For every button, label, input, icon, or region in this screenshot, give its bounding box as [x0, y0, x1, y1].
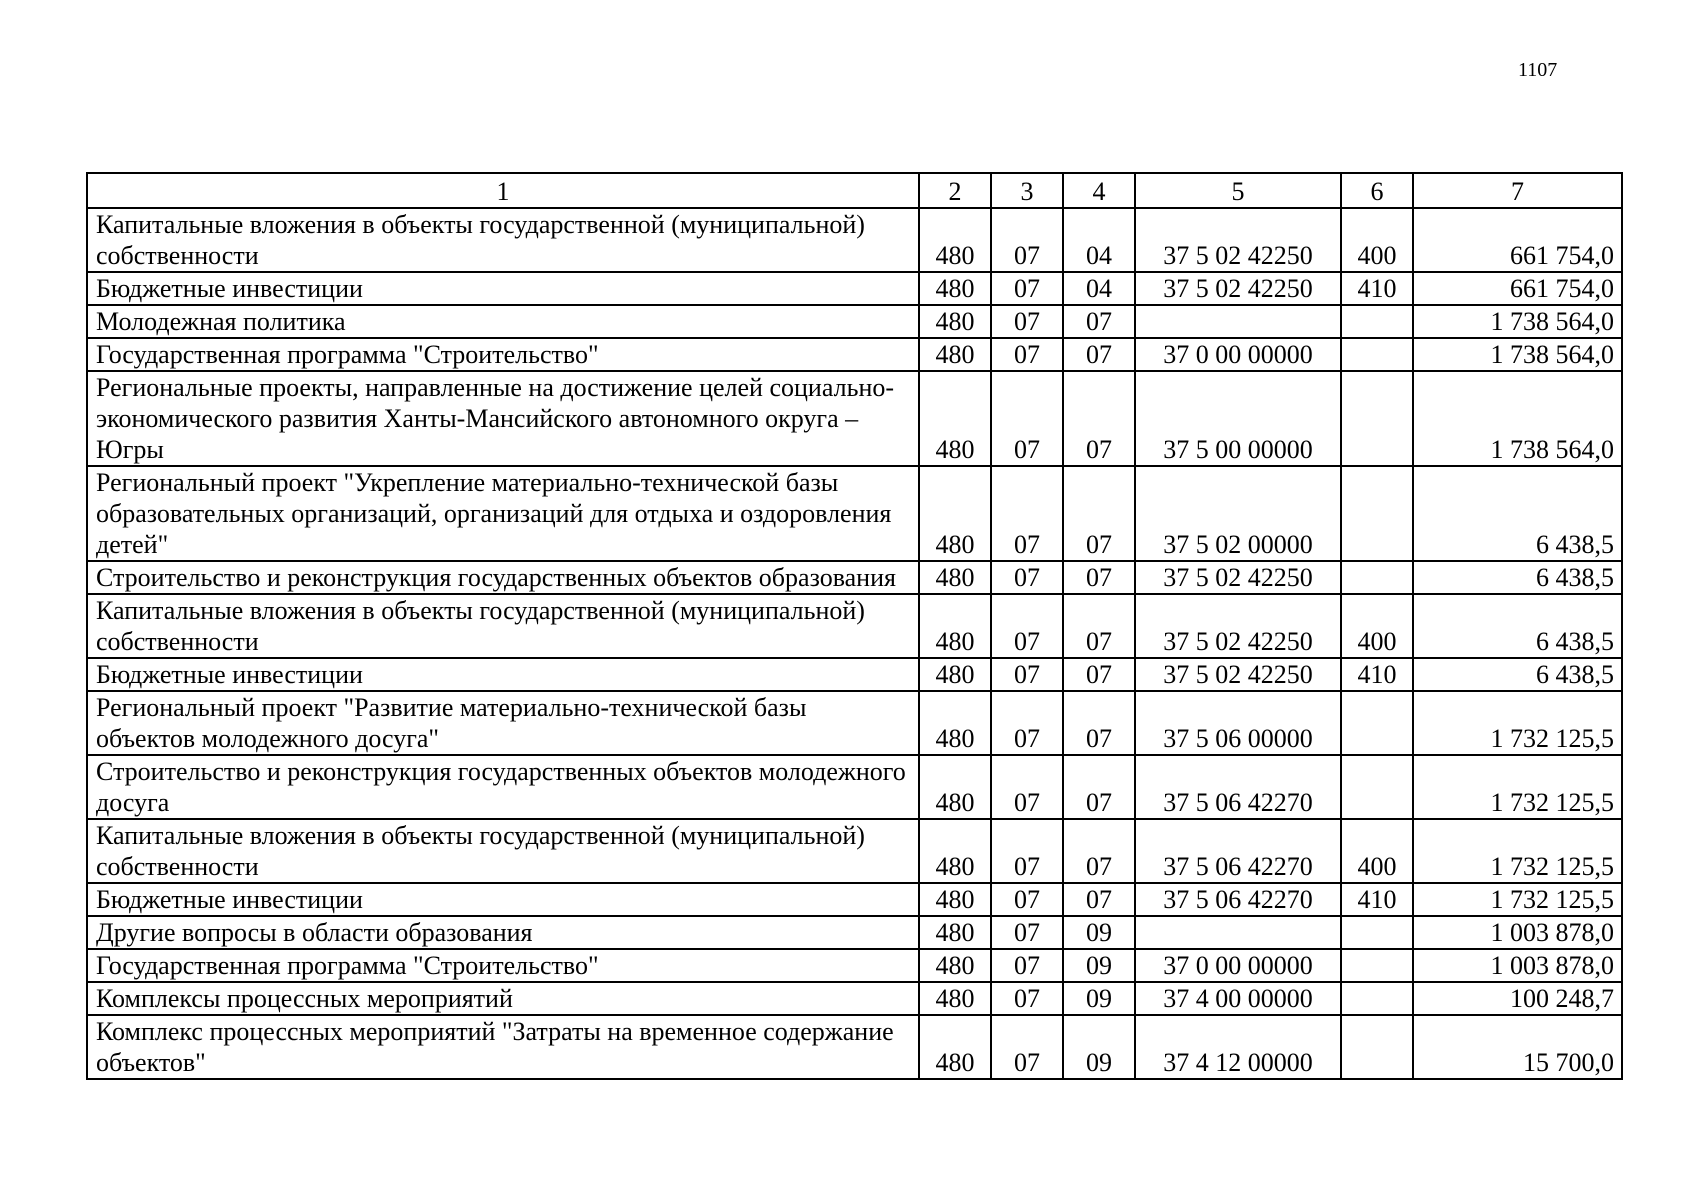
header-cell-2: 2 [919, 173, 991, 208]
subsection-cell: 07 [1063, 594, 1135, 658]
row-name-cell: Бюджетные инвестиции [87, 658, 919, 691]
subsection-cell: 09 [1063, 949, 1135, 982]
expense-type-cell: 400 [1341, 594, 1413, 658]
subsection-cell: 07 [1063, 819, 1135, 883]
subsection-cell: 04 [1063, 208, 1135, 272]
subsection-cell: 07 [1063, 658, 1135, 691]
row-name-cell: Комплекс процессных мероприятий "Затраты на временное содержание объектов" [87, 1015, 919, 1079]
row-name-cell: Государственная программа "Строительство" [87, 338, 919, 371]
target-item-cell: 37 5 02 42250 [1135, 208, 1341, 272]
section-cell: 07 [991, 208, 1063, 272]
table-row [87, 371, 1622, 466]
expense-type-cell: 400 [1341, 819, 1413, 883]
amount-cell: 6 438,5 [1413, 561, 1622, 594]
admin-code-cell: 480 [919, 466, 991, 561]
subsection-cell: 07 [1063, 755, 1135, 819]
row-name-cell: Молодежная политика [87, 305, 919, 338]
header-cell-7: 7 [1413, 173, 1622, 208]
table-row [87, 916, 1622, 949]
target-item-cell [1135, 916, 1341, 949]
subsection-cell: 07 [1063, 305, 1135, 338]
subsection-cell: 07 [1063, 883, 1135, 916]
table-row [87, 658, 1622, 691]
expense-type-cell: 400 [1341, 208, 1413, 272]
table-row [87, 1015, 1622, 1079]
amount-cell: 1 003 878,0 [1413, 916, 1622, 949]
subsection-cell: 07 [1063, 338, 1135, 371]
target-item-cell: 37 5 06 42270 [1135, 819, 1341, 883]
amount-cell: 6 438,5 [1413, 466, 1622, 561]
table-row [87, 208, 1622, 272]
row-name-cell: Строительство и реконструкция государственных объектов молодежного досуга [87, 755, 919, 819]
amount-cell: 15 700,0 [1413, 1015, 1622, 1079]
section-cell: 07 [991, 1015, 1063, 1079]
page-number: 1107 [1518, 59, 1558, 81]
header-cell-1: 1 [87, 173, 919, 208]
section-cell: 07 [991, 755, 1063, 819]
amount-cell: 1 732 125,5 [1413, 883, 1622, 916]
section-cell: 07 [991, 272, 1063, 305]
expense-type-cell [1341, 466, 1413, 561]
section-cell: 07 [991, 658, 1063, 691]
table-row [87, 561, 1622, 594]
row-name-cell: Бюджетные инвестиции [87, 272, 919, 305]
section-cell: 07 [991, 305, 1063, 338]
amount-cell: 100 248,7 [1413, 982, 1622, 1015]
budget-table [86, 172, 1623, 1080]
section-cell: 07 [991, 561, 1063, 594]
header-cell-5: 5 [1135, 173, 1341, 208]
admin-code-cell: 480 [919, 272, 991, 305]
table-row [87, 819, 1622, 883]
target-item-cell: 37 4 12 00000 [1135, 1015, 1341, 1079]
row-name-cell: Строительство и реконструкция государственных объектов образования [87, 561, 919, 594]
expense-type-cell: 410 [1341, 272, 1413, 305]
row-name-cell: Капитальные вложения в объекты государственной (муниципальной) собственности [87, 819, 919, 883]
section-cell: 07 [991, 916, 1063, 949]
table-row [87, 338, 1622, 371]
subsection-cell: 07 [1063, 466, 1135, 561]
target-item-cell: 37 4 00 00000 [1135, 982, 1341, 1015]
admin-code-cell: 480 [919, 561, 991, 594]
expense-type-cell: 410 [1341, 883, 1413, 916]
table-row [87, 272, 1622, 305]
section-cell: 07 [991, 982, 1063, 1015]
header-cell-6: 6 [1341, 173, 1413, 208]
target-item-cell: 37 5 02 42250 [1135, 594, 1341, 658]
expense-type-cell [1341, 691, 1413, 755]
amount-cell: 1 732 125,5 [1413, 819, 1622, 883]
admin-code-cell: 480 [919, 883, 991, 916]
amount-cell: 6 438,5 [1413, 658, 1622, 691]
expense-type-cell [1341, 1015, 1413, 1079]
subsection-cell: 09 [1063, 916, 1135, 949]
section-cell: 07 [991, 949, 1063, 982]
expense-type-cell [1341, 949, 1413, 982]
section-cell: 07 [991, 819, 1063, 883]
subsection-cell: 04 [1063, 272, 1135, 305]
section-cell: 07 [991, 338, 1063, 371]
admin-code-cell: 480 [919, 916, 991, 949]
row-name-cell: Комплексы процессных мероприятий [87, 982, 919, 1015]
target-item-cell: 37 5 06 42270 [1135, 883, 1341, 916]
subsection-cell: 09 [1063, 982, 1135, 1015]
expense-type-cell [1341, 561, 1413, 594]
amount-cell: 1 738 564,0 [1413, 371, 1622, 466]
amount-cell: 1 738 564,0 [1413, 305, 1622, 338]
amount-cell: 661 754,0 [1413, 208, 1622, 272]
row-name-cell: Региональные проекты, направленные на достижение целей социально-экономического развития Ханты-Мансийского автономного округа – Югры [87, 371, 919, 466]
admin-code-cell: 480 [919, 1015, 991, 1079]
expense-type-cell [1341, 305, 1413, 338]
amount-cell: 6 438,5 [1413, 594, 1622, 658]
target-item-cell: 37 0 00 00000 [1135, 338, 1341, 371]
row-name-cell: Бюджетные инвестиции [87, 883, 919, 916]
admin-code-cell: 480 [919, 208, 991, 272]
row-name-cell: Государственная программа "Строительство" [87, 949, 919, 982]
target-item-cell: 37 5 02 42250 [1135, 658, 1341, 691]
target-item-cell: 37 5 02 42250 [1135, 561, 1341, 594]
amount-cell: 1 732 125,5 [1413, 755, 1622, 819]
header-row [87, 173, 1622, 208]
section-cell: 07 [991, 594, 1063, 658]
target-item-cell: 37 0 00 00000 [1135, 949, 1341, 982]
admin-code-cell: 480 [919, 755, 991, 819]
row-name-cell: Региональный проект "Развитие материально-технической базы объектов молодежного досуга" [87, 691, 919, 755]
row-name-cell: Капитальные вложения в объекты государственной (муниципальной) собственности [87, 208, 919, 272]
expense-type-cell [1341, 338, 1413, 371]
amount-cell: 661 754,0 [1413, 272, 1622, 305]
table-row [87, 949, 1622, 982]
amount-cell: 1 732 125,5 [1413, 691, 1622, 755]
table-row [87, 982, 1622, 1015]
row-name-cell: Региональный проект "Укрепление материально-технической базы образовательных организаций, организаций для отдыха и оздоровления детей" [87, 466, 919, 561]
header-cell-4: 4 [1063, 173, 1135, 208]
table-row [87, 883, 1622, 916]
table-row [87, 466, 1622, 561]
section-cell: 07 [991, 691, 1063, 755]
section-cell: 07 [991, 466, 1063, 561]
admin-code-cell: 480 [919, 691, 991, 755]
row-name-cell: Капитальные вложения в объекты государственной (муниципальной) собственности [87, 594, 919, 658]
section-cell: 07 [991, 883, 1063, 916]
table-row [87, 755, 1622, 819]
admin-code-cell: 480 [919, 371, 991, 466]
subsection-cell: 07 [1063, 561, 1135, 594]
admin-code-cell: 480 [919, 594, 991, 658]
expense-type-cell: 410 [1341, 658, 1413, 691]
subsection-cell: 07 [1063, 691, 1135, 755]
table-row [87, 305, 1622, 338]
target-item-cell: 37 5 06 00000 [1135, 691, 1341, 755]
expense-type-cell [1341, 755, 1413, 819]
expense-type-cell [1341, 916, 1413, 949]
expense-type-cell [1341, 371, 1413, 466]
target-item-cell: 37 5 02 42250 [1135, 272, 1341, 305]
admin-code-cell: 480 [919, 982, 991, 1015]
header-cell-3: 3 [991, 173, 1063, 208]
admin-code-cell: 480 [919, 305, 991, 338]
amount-cell: 1 003 878,0 [1413, 949, 1622, 982]
expense-type-cell [1341, 982, 1413, 1015]
table-row [87, 691, 1622, 755]
row-name-cell: Другие вопросы в области образования [87, 916, 919, 949]
section-cell: 07 [991, 371, 1063, 466]
target-item-cell: 37 5 00 00000 [1135, 371, 1341, 466]
subsection-cell: 09 [1063, 1015, 1135, 1079]
table-row [87, 594, 1622, 658]
admin-code-cell: 480 [919, 658, 991, 691]
admin-code-cell: 480 [919, 338, 991, 371]
target-item-cell: 37 5 02 00000 [1135, 466, 1341, 561]
target-item-cell: 37 5 06 42270 [1135, 755, 1341, 819]
amount-cell: 1 738 564,0 [1413, 338, 1622, 371]
admin-code-cell: 480 [919, 949, 991, 982]
target-item-cell [1135, 305, 1341, 338]
subsection-cell: 07 [1063, 371, 1135, 466]
admin-code-cell: 480 [919, 819, 991, 883]
